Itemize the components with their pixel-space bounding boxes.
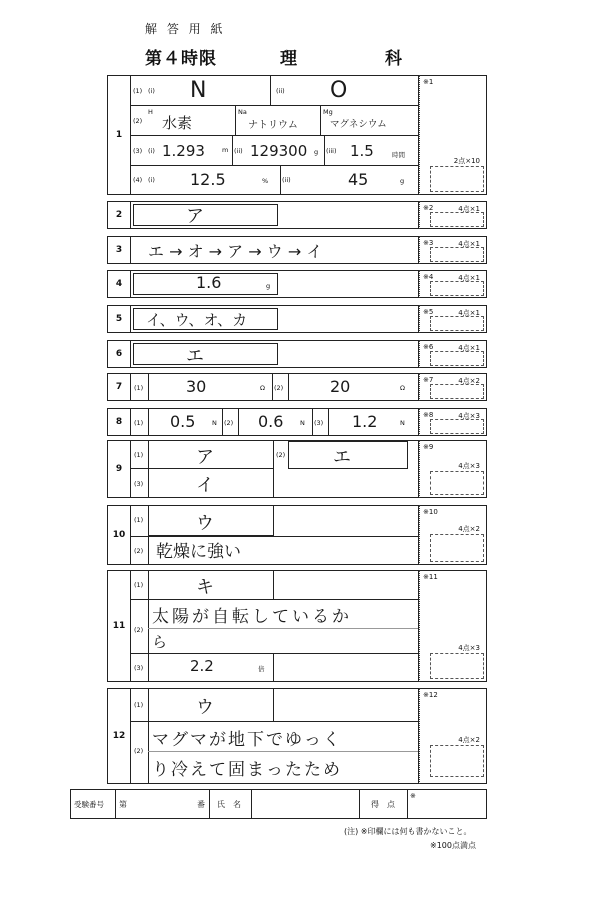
name-label: 氏 名 — [217, 800, 241, 809]
question-1-box — [107, 75, 419, 195]
q1-part3-row — [130, 136, 418, 166]
unit: m — [222, 146, 229, 154]
q1-part4-row — [130, 166, 418, 194]
unit: g — [314, 148, 319, 156]
points-label: 4点×3 — [458, 462, 480, 470]
sub-label: (i) — [148, 176, 155, 184]
score-mark: ※1 — [423, 78, 434, 86]
q1-answer-4-i: 12.5 — [190, 170, 226, 189]
part-label: (2) — [276, 451, 286, 459]
sub-label: (ii) — [234, 147, 243, 155]
unit: Ω — [400, 384, 405, 392]
unit: Ω — [260, 384, 265, 392]
question-number: 9 — [108, 441, 131, 497]
score-entry-area — [430, 351, 484, 366]
sub-label: (i) — [148, 147, 155, 155]
score-mark: ※4 — [423, 273, 434, 281]
part-label: (2) — [274, 384, 284, 392]
q9-answer-2: エ — [333, 447, 351, 468]
score-mark: ※10 — [423, 508, 438, 516]
score-mark: ※9 — [423, 443, 434, 451]
score-box-4 — [419, 270, 487, 298]
score-mark: ※11 — [423, 573, 438, 581]
element-symbol-mg: Mg — [323, 108, 333, 116]
q11-answer-1: キ — [196, 577, 214, 598]
part-label: (1) — [134, 581, 144, 589]
note-full-marks: ※100点満点 — [430, 841, 476, 850]
part-label: (4) — [133, 176, 143, 184]
q8-answer-1: 0.5 — [170, 412, 196, 431]
exam-number-label: 受験番号 — [74, 800, 104, 809]
score-entry-area — [430, 384, 484, 399]
unit: N — [400, 419, 405, 427]
q1-answer-3-iii: 1.5 — [350, 142, 374, 160]
score-entry-area — [430, 247, 484, 262]
score-box-11 — [419, 570, 487, 682]
q11-answer-2-line2: ら — [152, 633, 168, 651]
q11-answer-2-line1: 太陽が自転しているか — [152, 607, 352, 627]
total-score-mark: ※ — [410, 792, 416, 800]
score-mark: ※8 — [423, 411, 434, 419]
score-box-12 — [419, 688, 487, 784]
question-4-box — [107, 270, 419, 298]
score-mark: ※6 — [423, 343, 434, 351]
score-mark: ※12 — [423, 691, 438, 699]
unit: 倍 — [258, 665, 265, 673]
question-number: 8 — [108, 409, 131, 435]
question-9-box — [107, 440, 419, 498]
question-number: 4 — [108, 271, 131, 297]
question-number: 3 — [108, 237, 131, 263]
q1-element-na-name: ナトリウム — [248, 120, 298, 131]
q12-answer-1: ウ — [196, 697, 214, 718]
points-label: 2点×10 — [453, 157, 480, 165]
q7-answer-2: 20 — [330, 377, 351, 396]
part-label: (3) — [133, 147, 143, 155]
q1-part1-row — [130, 76, 418, 106]
q4-answer: 1.6 — [196, 273, 222, 292]
question-3-box — [107, 236, 419, 264]
question-number: 10 — [108, 506, 131, 564]
part-label: (2) — [134, 747, 144, 755]
page-title: 第４時限 — [145, 49, 217, 69]
q1-answer-4-ii: 45 — [348, 170, 369, 189]
points-label: 4点×2 — [458, 525, 480, 533]
score-label: 得 点 — [371, 800, 395, 809]
score-box-3 — [419, 236, 487, 264]
score-mark: ※3 — [423, 239, 434, 247]
sub-label: (iii) — [326, 147, 337, 155]
question-8-box — [107, 408, 419, 436]
score-mark: ※7 — [423, 376, 434, 384]
question-number: 7 — [108, 374, 131, 400]
q1-answer-1-i: N — [190, 78, 207, 103]
q12-answer-2-line2: り冷えて固まったため — [152, 760, 342, 780]
question-10-box — [107, 505, 419, 565]
q11-answer-3: 2.2 — [190, 657, 214, 675]
question-number: 6 — [108, 341, 131, 367]
question-number: 1 — [108, 76, 131, 194]
subject-char-2: 科 — [385, 49, 402, 69]
score-entry-area — [430, 471, 484, 495]
part-label: (2) — [134, 626, 144, 634]
q8-answer-3: 1.2 — [352, 412, 378, 431]
q2-answer: ア — [186, 206, 204, 227]
element-symbol-na: Na — [238, 108, 247, 116]
element-symbol-h: H — [148, 108, 153, 116]
score-mark: ※2 — [423, 204, 434, 212]
q8-answer-2: 0.6 — [258, 412, 284, 431]
score-box-9 — [419, 440, 487, 498]
sub-label: (i) — [148, 87, 155, 95]
sub-label: (ii) — [276, 87, 285, 95]
q10-answer-1: ウ — [196, 513, 214, 534]
score-box-8 — [419, 408, 487, 436]
score-box-1 — [419, 75, 487, 195]
points-label: 4点×1 — [458, 344, 480, 352]
points-label: 4点×2 — [458, 736, 480, 744]
points-label: 4点×3 — [458, 412, 480, 420]
unit: N — [212, 419, 217, 427]
q9-answer-1: ア — [196, 447, 214, 468]
unit: g — [266, 282, 271, 290]
score-entry-area — [430, 212, 484, 227]
score-entry-area — [430, 316, 484, 331]
score-box-10 — [419, 505, 487, 565]
q3-answer: エ → オ → ア → ウ → イ — [148, 242, 323, 261]
part-label: (2) — [134, 547, 144, 555]
question-number: 12 — [108, 689, 131, 783]
sheet-label: 解 答 用 紙 — [145, 22, 226, 36]
question-5-box — [107, 305, 419, 333]
q1-element-h-name: 水素 — [162, 114, 193, 132]
question-2-box — [107, 201, 419, 229]
part-label: (3) — [134, 664, 144, 672]
q1-element-mg-name: マグネシウム — [330, 119, 387, 130]
part-label: (3) — [314, 419, 324, 427]
q10-answer-2: 乾燥に強い — [156, 542, 241, 562]
footer-info-box — [70, 789, 487, 819]
q5-answer: イ、ウ、オ、カ — [146, 311, 248, 329]
score-box-2 — [419, 201, 487, 229]
q1-part2-row — [130, 106, 418, 136]
score-mark: ※5 — [423, 308, 434, 316]
unit: % — [262, 177, 269, 185]
score-entry-area — [430, 166, 484, 192]
part-label: (1) — [134, 516, 144, 524]
sub-label: (ii) — [282, 176, 291, 184]
points-label: 4点×1 — [458, 205, 480, 213]
part-label: (2) — [133, 117, 143, 125]
part-label: (1) — [134, 701, 144, 709]
q7-answer-1: 30 — [186, 377, 207, 396]
question-6-box — [107, 340, 419, 368]
q12-answer-2-line1: マグマが地下でゆっく — [152, 730, 342, 750]
score-entry-area — [430, 653, 484, 679]
unit: g — [400, 177, 405, 185]
score-entry-area — [430, 281, 484, 296]
points-label: 4点×1 — [458, 274, 480, 282]
exam-number-dai: 第 — [119, 800, 127, 809]
q1-answer-1-ii: O — [330, 78, 348, 103]
score-entry-area — [430, 419, 484, 434]
question-12-box — [107, 688, 419, 784]
q9-answer-3: イ — [196, 475, 214, 496]
subject-char-1: 理 — [280, 49, 297, 69]
points-label: 4点×3 — [458, 644, 480, 652]
score-entry-area — [430, 534, 484, 562]
points-label: 4点×2 — [458, 377, 480, 385]
part-label: (1) — [134, 384, 144, 392]
score-entry-area — [430, 745, 484, 777]
question-number: 11 — [108, 571, 131, 681]
q6-answer: エ — [186, 346, 204, 367]
points-label: 4点×1 — [458, 240, 480, 248]
score-box-7 — [419, 373, 487, 401]
q1-answer-3-i: 1.293 — [162, 142, 205, 160]
part-label: (1) — [134, 451, 144, 459]
score-box-5 — [419, 305, 487, 333]
unit: N — [300, 419, 305, 427]
unit: 時間 — [392, 151, 405, 159]
part-label: (3) — [134, 480, 144, 488]
note-no-writing: (注) ※印欄には何も書かないこと。 — [344, 827, 472, 836]
part-label: (1) — [134, 419, 144, 427]
score-box-6 — [419, 340, 487, 368]
question-number: 2 — [108, 202, 131, 228]
question-11-box — [107, 570, 419, 682]
points-label: 4点×1 — [458, 309, 480, 317]
q1-answer-3-ii: 129300 — [250, 142, 308, 160]
part-label: (2) — [224, 419, 234, 427]
question-7-box — [107, 373, 419, 401]
question-number: 5 — [108, 306, 131, 332]
part-label: (1) — [133, 87, 143, 95]
exam-number-ban: 番 — [197, 800, 205, 809]
